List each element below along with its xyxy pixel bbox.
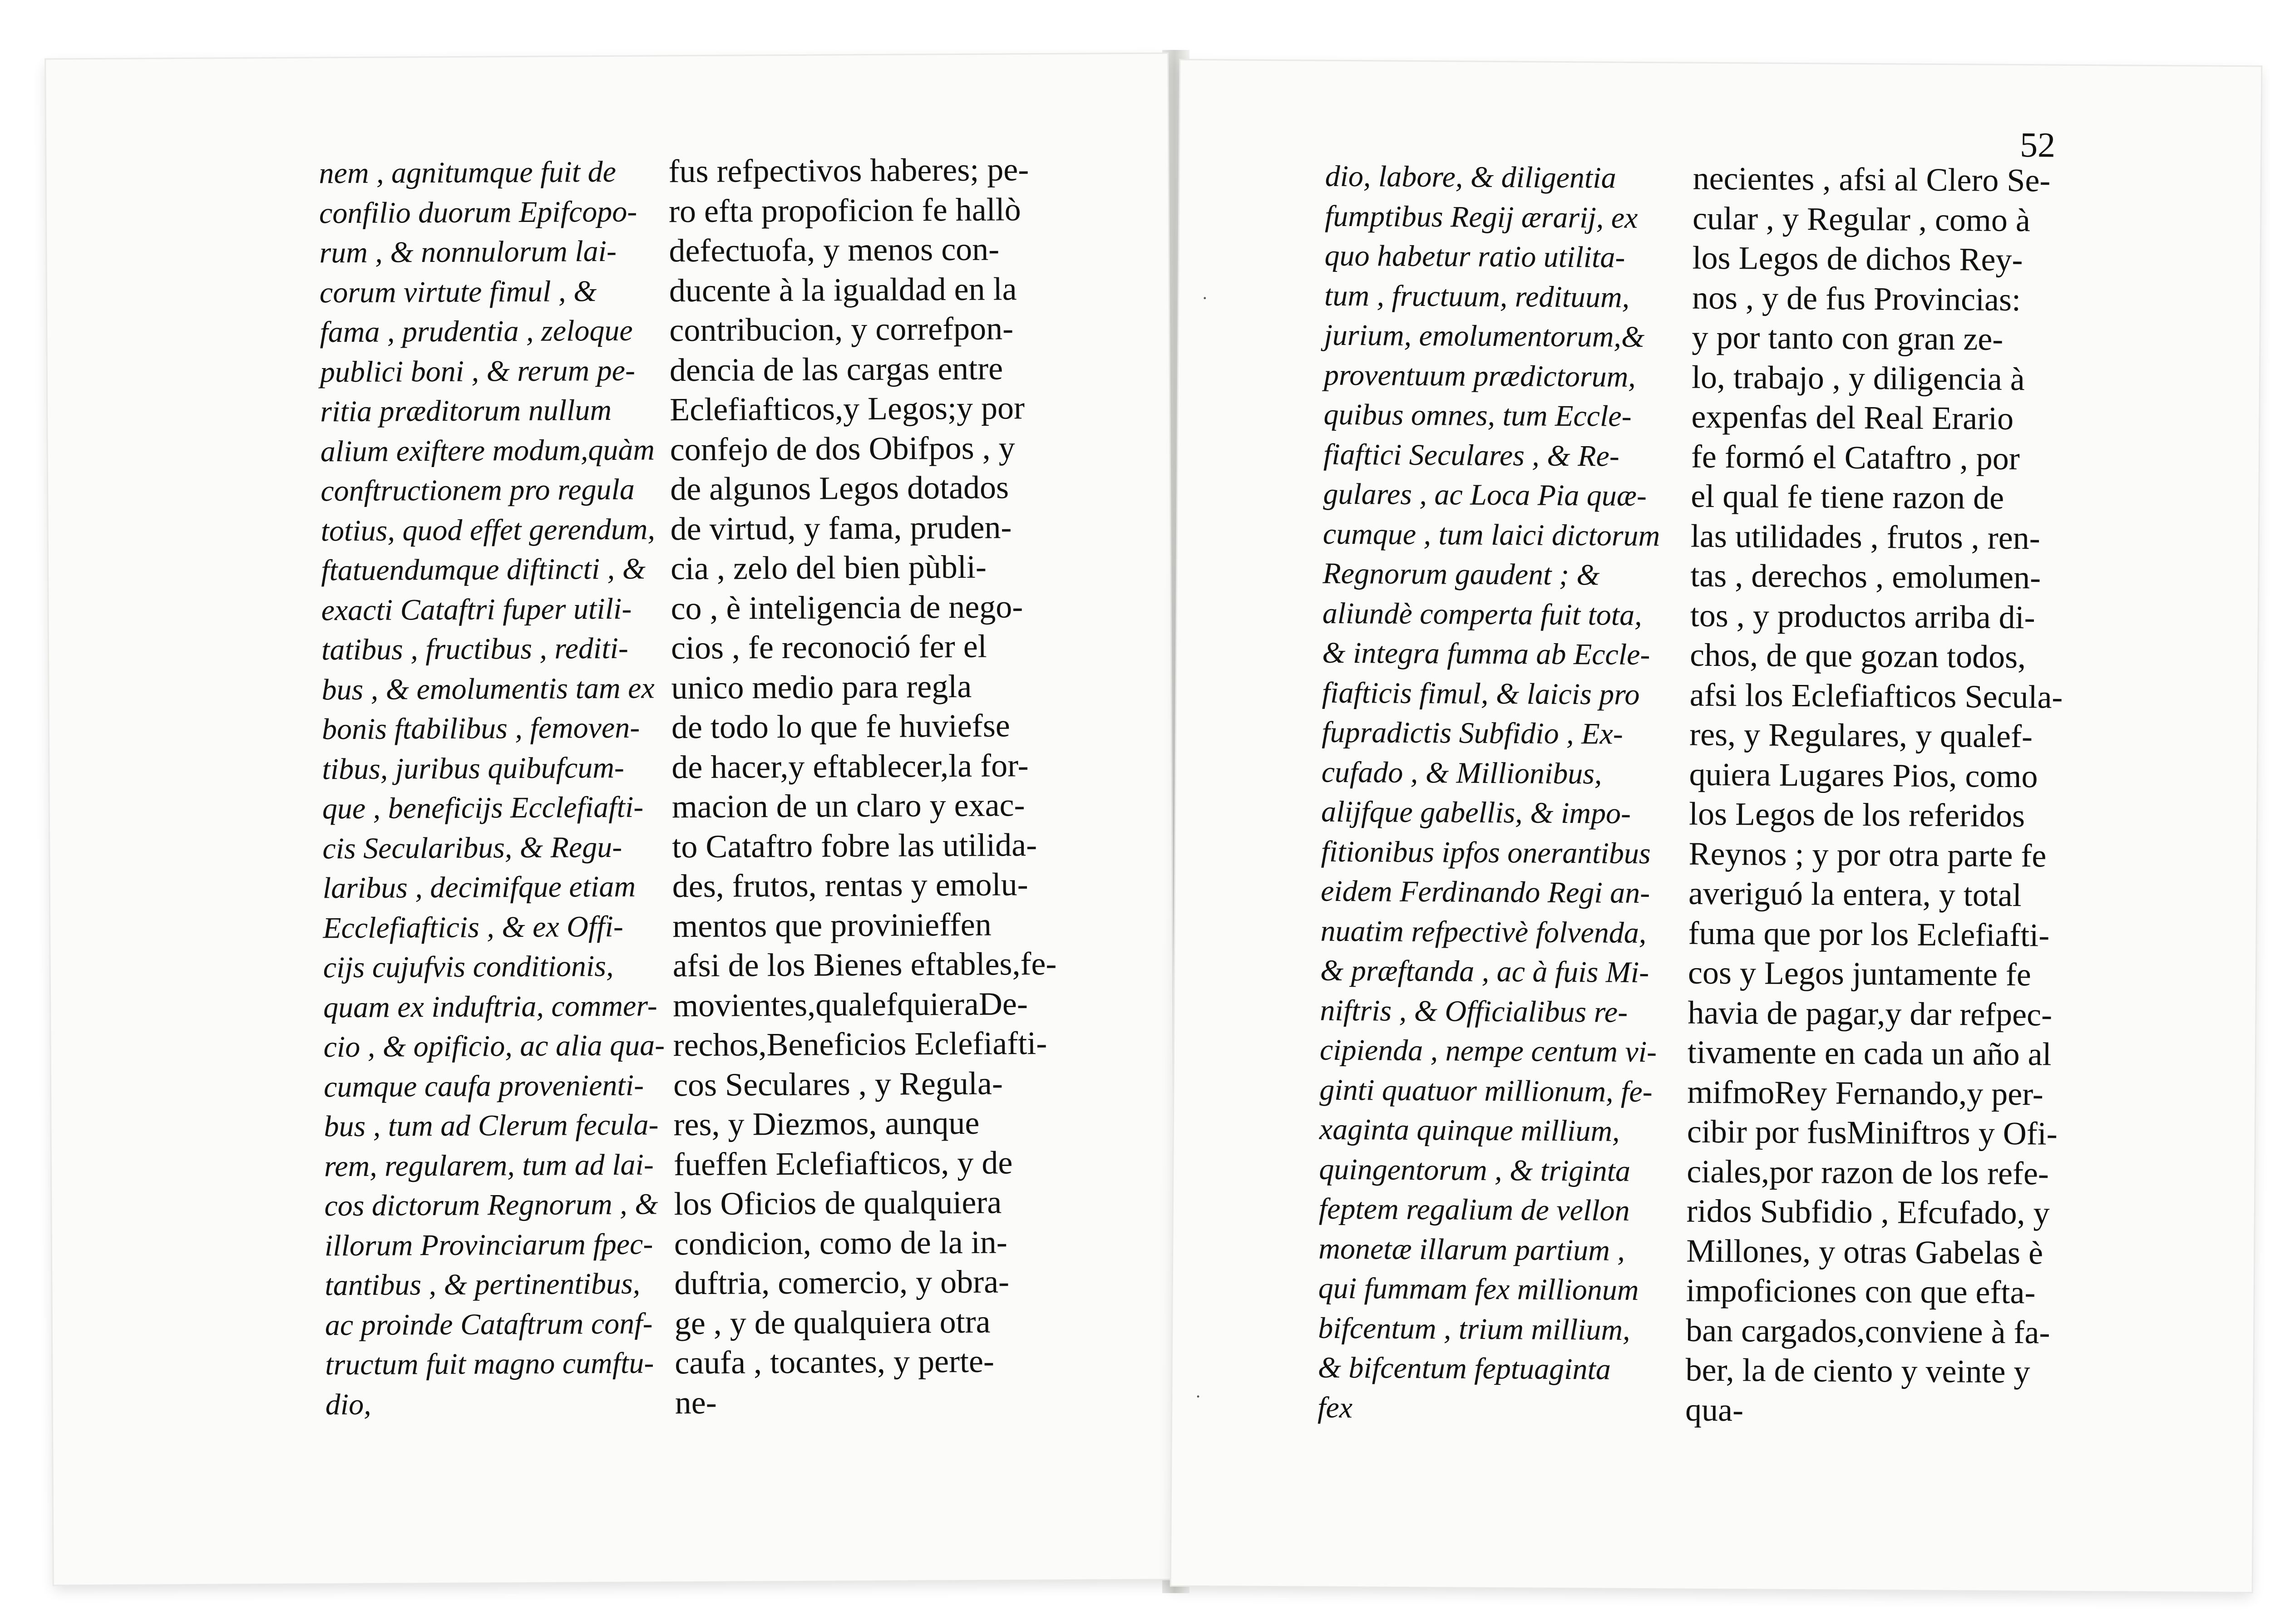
spanish-text-line: cibir por fusMiniftros y Ofi- xyxy=(1687,1113,2058,1152)
margin-mark: · xyxy=(1195,1386,1201,1407)
spanish-text-line: Eclefiafticos,y Legos;y por xyxy=(670,389,1025,428)
page-number: 52 xyxy=(2019,125,2056,165)
latin-text-line: quibus omnes, tum Eccle- xyxy=(1323,398,1632,433)
spanish-text-line: fuma que por los Eclefiafti- xyxy=(1688,915,2050,953)
spanish-text-line: movientes,qualefquieraDe- xyxy=(672,985,1028,1024)
spanish-text-line: co , è inteligencia de nego- xyxy=(671,588,1023,626)
latin-text-line: fumptibus Regij ærarij, ex xyxy=(1324,199,1638,235)
spanish-text-line: tos , y productos arriba di- xyxy=(1690,597,2035,635)
latin-text-line: proventuum prædictorum, xyxy=(1323,358,1636,394)
spanish-text-line: de algunos Legos dotados xyxy=(670,469,1009,507)
latin-text-line: monetæ illarum partium , xyxy=(1318,1232,1625,1267)
spanish-text-line: afsi de los Bienes eftables,fe- xyxy=(672,945,1057,984)
latin-text-line: nem , agnitumque fuit de xyxy=(319,155,617,190)
latin-text-line: & bifcentum feptuaginta xyxy=(1318,1351,1611,1386)
latin-text-line: illorum Provinciarum fpec- xyxy=(324,1227,653,1262)
latin-text-line: cipienda , nempe centum vi- xyxy=(1319,1033,1657,1069)
latin-text-line: laribus , decimifque etiam xyxy=(322,870,636,905)
spanish-text-line: res, y Diezmos, aunque xyxy=(673,1104,980,1143)
latin-text-line: dio, xyxy=(325,1388,371,1421)
latin-text-line: jurium, emolumentorum,& xyxy=(1324,318,1645,354)
spanish-text-line: ban cargados,conviene à fa- xyxy=(1685,1312,2050,1351)
left-latin-column xyxy=(319,152,666,1424)
latin-text-line: Regnorum gaudent ; & xyxy=(1323,556,1600,592)
spanish-text-line: fus refpectivos haberes; pe- xyxy=(668,151,1029,190)
latin-text-line: fama , prudentia , zeloque xyxy=(320,314,633,349)
latin-text-line: que , beneficijs Ecclefiafti- xyxy=(322,790,644,826)
spanish-text-line: quiera Lugares Pios, como xyxy=(1689,756,2038,794)
latin-text-line: quam ex induftria, commer- xyxy=(323,989,657,1024)
latin-text-line: fiaftici Seculares , & Re- xyxy=(1323,438,1620,473)
left-spanish-column xyxy=(668,150,1059,1422)
spanish-text-line: chos, de que gozan todos, xyxy=(1690,636,2026,675)
latin-text-line: fex xyxy=(1317,1391,1353,1424)
spanish-text-line: nos , y de fus Provincias: xyxy=(1692,279,2021,318)
spanish-text-line: ro efta propoficion fe hallò xyxy=(668,191,1021,229)
spanish-text-line: de todo lo que fe huviefse xyxy=(671,707,1010,746)
latin-text-line: corum virtute fimul , & xyxy=(319,274,597,309)
latin-text-line: cis Secularibus, & Regu- xyxy=(322,830,622,865)
spanish-text-line: mifmoRey Fernando,y per- xyxy=(1687,1073,2044,1112)
right-page xyxy=(1171,60,2261,1592)
spanish-text-line: contribucion, y correfpon- xyxy=(669,310,1014,349)
spanish-text-line: necientes , afsi al Clero Se- xyxy=(1693,160,2051,199)
latin-text-line: tructum fuit magno cumftu- xyxy=(325,1346,654,1382)
spanish-text-line: tivamente en cada un año al xyxy=(1687,1033,2052,1073)
right-latin-column xyxy=(1318,157,1662,1429)
latin-text-line: cumque caufa provenienti- xyxy=(323,1068,644,1103)
spanish-text-line: mentos que provinieffen xyxy=(672,906,992,944)
latin-text-line: exacti Cataftri fuper utili- xyxy=(321,592,632,627)
latin-text-line: fupradictis Subfidio , Ex- xyxy=(1322,715,1624,751)
spanish-text-line: el qual fe tiene razon de xyxy=(1691,477,2004,516)
spanish-text-line: rechos,Beneficios Eclefiafti- xyxy=(673,1024,1047,1063)
latin-text-line: cumque , tum laici dictorum xyxy=(1323,517,1660,552)
latin-text-line: tibus, juribus quibufcum- xyxy=(322,751,625,786)
spanish-text-line: des, frutos, rentas y emolu- xyxy=(672,866,1028,905)
spanish-text-line: fe formó el Cataftro , por xyxy=(1691,438,2020,477)
spanish-text-line: unico medio para regla xyxy=(671,668,972,706)
latin-text-line: dio, labore, & diligentia xyxy=(1325,159,1616,195)
spanish-text-line: los Legos de dichos Rey- xyxy=(1692,239,2023,278)
latin-text-line: & integra fumma ab Eccle- xyxy=(1322,636,1650,672)
latin-text-line: fiafticis fimul, & laicis pro xyxy=(1322,676,1640,711)
spanish-text-line: ducente à la igualdad en la xyxy=(669,270,1017,309)
latin-text-line: bifcentum , trium millium, xyxy=(1318,1311,1630,1347)
spanish-text-line: duftria, comercio, y obra- xyxy=(674,1263,1010,1302)
latin-text-line: quo habetur ratio utilita- xyxy=(1324,239,1625,274)
latin-text-line: xaginta quinque millium, xyxy=(1319,1112,1620,1148)
spanish-text-line: havia de pagar,y dar refpec- xyxy=(1688,994,2053,1033)
latin-text-line: tantibus , & pertinentibus, xyxy=(325,1267,641,1302)
spanish-text-line: cos y Legos juntamente fe xyxy=(1688,954,2032,993)
spanish-text-line: Millones, y otras Gabelas è xyxy=(1686,1232,2043,1271)
latin-text-line: alium exiftere modum,quàm xyxy=(320,433,655,468)
spanish-text-line: de hacer,y eftablecer,la for- xyxy=(671,747,1029,785)
spanish-text-line: condicion, como de la in- xyxy=(674,1223,1007,1262)
latin-text-line: rem, regularem, tum ad lai- xyxy=(324,1148,654,1183)
latin-text-line: & præftanda , ac à fuis Mi- xyxy=(1320,954,1649,989)
spanish-text-line: caufa , tocantes, y perte- xyxy=(675,1343,995,1381)
spanish-text-line: cos Seculares , y Regula- xyxy=(673,1064,1003,1103)
left-page xyxy=(46,54,1175,1585)
latin-text-line: totius, quod effet gerendum, xyxy=(321,512,656,547)
latin-text-line: bus , & emolumentis tam ex xyxy=(321,671,655,706)
latin-text-line: conftructionem pro regula xyxy=(321,472,635,508)
margin-mark: · xyxy=(1201,288,1208,309)
latin-text-line: rum , & nonnulorum lai- xyxy=(319,234,617,270)
spanish-text-line: tas , derechos , emolumen- xyxy=(1690,557,2041,596)
spanish-text-line: res, y Regulares, y qualef- xyxy=(1689,716,2033,755)
spanish-text-line: fueffen Eclefiafticos, y de xyxy=(673,1144,1013,1182)
spanish-text-line: impoficiones con que efta- xyxy=(1686,1272,2036,1311)
latin-text-line: Ecclefiafticis , & ex Offi- xyxy=(323,910,624,945)
spanish-text-line: de virtud, y fama, pruden- xyxy=(670,508,1012,547)
spanish-text-line: cia , zelo del bien pùbli- xyxy=(670,548,987,587)
latin-text-line: eidem Ferdinando Regi an- xyxy=(1320,874,1650,910)
latin-text-line: quingentorum , & triginta xyxy=(1319,1152,1631,1188)
latin-text-line: publici boni , & rerum pe- xyxy=(320,354,636,389)
latin-text-line: qui fummam fex millionum xyxy=(1318,1271,1639,1307)
spanish-text-line: ne- xyxy=(675,1384,717,1421)
spanish-text-line: ciales,por razon de los refe- xyxy=(1687,1153,2049,1191)
latin-text-line: cijs cujufvis conditionis, xyxy=(323,949,614,984)
spanish-text-line: y por tanto con gran ze- xyxy=(1692,319,2004,357)
spanish-text-line: averiguó la entera, y total xyxy=(1688,875,2022,914)
spanish-text-line: los Legos de los referidos xyxy=(1688,795,2025,834)
spanish-text-line: qua- xyxy=(1685,1391,1744,1428)
latin-text-line: feptem regalium de vellon xyxy=(1318,1192,1630,1227)
spanish-text-line: cios , fe reconoció fer el xyxy=(671,628,987,666)
latin-text-line: ginti quatuor millionum, fe- xyxy=(1319,1073,1653,1108)
latin-text-line: tum , fructuum, redituum, xyxy=(1324,279,1630,314)
spanish-text-line: defectuofa, y menos con- xyxy=(669,231,1000,269)
spanish-text-line: ge , y de qualquiera otra xyxy=(674,1303,991,1341)
latin-text-line: cos dictorum Regnorum , & xyxy=(324,1187,658,1223)
spanish-text-line: expenfas del Real Erario xyxy=(1691,398,2014,437)
latin-text-line: ftatuendumque diftincti , & xyxy=(321,552,646,587)
latin-text-line: aliundè comperta fuit tota, xyxy=(1322,596,1642,632)
latin-text-line: ritia præditorum nullum xyxy=(320,393,612,428)
latin-text-line: nuatim refpectivè folvenda, xyxy=(1320,914,1647,950)
spanish-text-line: los Oficios de qualquiera xyxy=(674,1184,1002,1222)
latin-text-line: alijfque gabellis, & impo- xyxy=(1321,795,1631,830)
spanish-text-line: to Cataftro fobre las utilida- xyxy=(672,826,1037,865)
spanish-text-line: confejo de dos Obifpos , y xyxy=(670,429,1015,468)
spanish-text-line: afsi los Eclefiafticos Secula- xyxy=(1689,676,2063,715)
latin-text-line: bonis ftabilibus , femoven- xyxy=(321,711,640,746)
spanish-text-line: lo, trabajo , y diligencia à xyxy=(1691,359,2025,397)
latin-text-line: fitionibus ipfos onerantibus xyxy=(1321,835,1651,870)
spanish-text-line: cular , y Regular , como à xyxy=(1692,200,2031,238)
spanish-text-line: dencia de las cargas entre xyxy=(669,349,1003,388)
latin-text-line: niftris , & Officialibus re- xyxy=(1320,994,1628,1029)
spanish-text-line: ber, la de ciento y veinte y xyxy=(1685,1351,2030,1390)
spanish-text-line: Reynos ; y por otra parte fe xyxy=(1688,835,2047,874)
latin-text-line: confilio duorum Epifcopo- xyxy=(319,195,637,230)
latin-text-line: gulares , ac Loca Pia quæ- xyxy=(1323,477,1647,513)
latin-text-line: ac proinde Cataftrum conf- xyxy=(325,1307,653,1342)
spanish-text-line: las utilidades , frutos , ren- xyxy=(1690,517,2040,556)
latin-text-line: tatibus , fructibus , rediti- xyxy=(321,631,629,667)
spanish-text-line: macion de un claro y exac- xyxy=(671,787,1025,825)
right-spanish-column xyxy=(1685,159,2066,1432)
latin-text-line: cio , & opificio, ac alia qua- xyxy=(323,1029,665,1064)
latin-text-line: bus , tum ad Clerum fecula- xyxy=(324,1108,659,1143)
latin-text-line: cufado , & Millionibus, xyxy=(1321,755,1602,790)
spanish-text-line: ridos Subfidio , Efcufado, y xyxy=(1686,1192,2050,1231)
